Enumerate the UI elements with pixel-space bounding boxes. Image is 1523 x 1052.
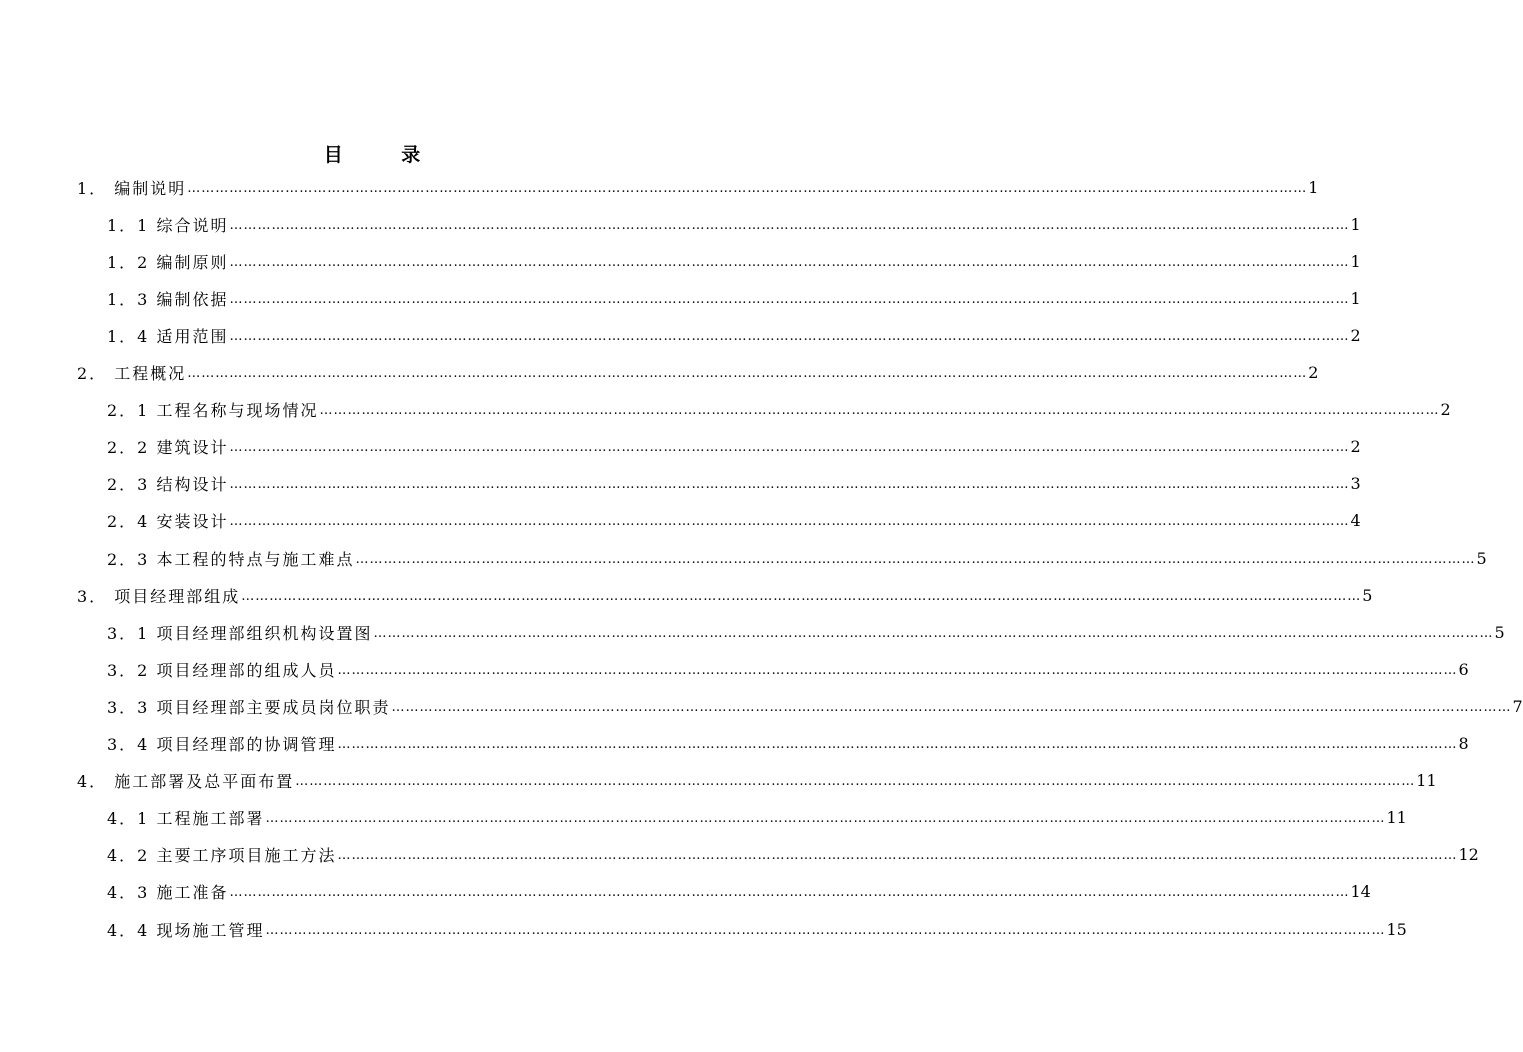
toc-entry-page: 12 <box>1458 845 1479 865</box>
toc-entry-label <box>77 584 240 607</box>
toc-entry-label <box>107 843 336 866</box>
toc-leader-dots: …………………………………………………………………………………………………………………………………………………………………………………………………………………… <box>373 625 1494 641</box>
toc-entry-text: 项目经理部的协调管理 <box>156 735 337 754</box>
toc-leader-dots: …………………………………………………………………………………………………………………………………………………………………………………………………………………… <box>229 885 1350 901</box>
toc-entry-text: 项目经理部的组成人员 <box>156 660 337 680</box>
toc-entry[interactable] <box>107 321 1361 349</box>
toc-entry-number: 1．3 <box>107 289 150 309</box>
toc-leader-dots: …………………………………………………………………………………………………………………………………………………………………………………………………………………… <box>241 588 1362 604</box>
toc-entry[interactable] <box>107 915 1407 943</box>
toc-entry[interactable] <box>107 544 1487 572</box>
toc-entry-number: 1．4 <box>107 326 150 346</box>
toc-entry-page: 11 <box>1416 771 1437 791</box>
toc-entry-text: 结构设计 <box>156 475 229 495</box>
toc-entry[interactable] <box>107 618 1505 646</box>
toc-entry[interactable] <box>107 655 1469 683</box>
toc-entry[interactable] <box>107 210 1361 238</box>
toc-entry-label <box>107 213 228 236</box>
toc-entry-text: 主要工序项目施工方法 <box>156 846 337 866</box>
toc-entry[interactable] <box>107 878 1371 906</box>
toc-entry-page: 2 <box>1350 325 1361 345</box>
toc-leader-dots: …………………………………………………………………………………………………………………………………………………………………………………………………………………… <box>229 477 1350 493</box>
toc-entry-label <box>107 324 228 347</box>
toc-entry-page: 5 <box>1476 548 1487 568</box>
toc-entry-label <box>77 361 186 384</box>
toc-entry[interactable] <box>107 692 1523 720</box>
toc-entry[interactable] <box>107 507 1361 535</box>
toc-entry-page: 5 <box>1362 585 1373 605</box>
toc-leader-dots: …………………………………………………………………………………………………………………………………………………………………………………………………………………… <box>337 662 1458 678</box>
toc-entry-page: 7 <box>1512 696 1523 716</box>
toc-entry-text: 适用范围 <box>156 326 229 346</box>
toc-leader-dots: …………………………………………………………………………………………………………………………………………………………………………………………………………………… <box>187 180 1308 196</box>
toc-entry[interactable] <box>107 284 1361 312</box>
toc-entry-number: 4． <box>77 772 108 792</box>
toc-entry[interactable] <box>77 581 1373 609</box>
toc-entry[interactable] <box>107 470 1361 498</box>
toc-leader-dots: …………………………………………………………………………………………………………………………………………………………………………………………………………………… <box>229 328 1350 344</box>
toc-entry-number: 1．2 <box>107 252 150 272</box>
toc-entry-page: 3 <box>1350 474 1361 494</box>
toc-entry[interactable] <box>107 396 1451 424</box>
toc-entry-page: 5 <box>1494 622 1505 642</box>
toc-entry-number: 3．2 <box>107 660 150 680</box>
toc-entry-label <box>77 769 294 792</box>
toc-entry[interactable] <box>77 173 1319 201</box>
toc-entry-number: 1． <box>77 178 108 198</box>
toc-entry-page: 1 <box>1308 177 1319 197</box>
toc-entry-text: 项目经理部主要成员岗位职责 <box>156 697 391 717</box>
toc-entry-text: 安装设计 <box>156 512 229 532</box>
toc-entry-text: 建筑设计 <box>156 438 229 458</box>
toc-entry-number: 3．1 <box>107 623 150 643</box>
toc-entry[interactable] <box>77 359 1319 387</box>
toc-entry-number: 4．1 <box>107 809 150 829</box>
toc-entry-label <box>107 472 228 495</box>
toc-entry-number: 4．3 <box>107 883 150 903</box>
toc-entry-label <box>107 250 228 273</box>
toc-entry-number: 2． <box>77 364 108 383</box>
toc-entry-number: 4．2 <box>107 846 150 866</box>
toc-entry-number: 3． <box>77 586 108 606</box>
toc-entry-number: 2．3 <box>107 475 150 495</box>
toc-entry-page: 2 <box>1308 363 1319 382</box>
toc-entry-text: 编制原则 <box>156 252 229 272</box>
toc-entry-page: 1 <box>1350 214 1361 234</box>
toc-entry-number: 2．1 <box>107 401 150 421</box>
toc-entry-label <box>107 695 390 718</box>
toc-entry-label <box>107 806 264 829</box>
toc-entry[interactable] <box>107 841 1479 869</box>
toc-entry-number: 2．4 <box>107 512 150 532</box>
toc-leader-dots: …………………………………………………………………………………………………………………………………………………………………………………………………………………… <box>229 254 1350 270</box>
toc-entry-label <box>107 435 228 458</box>
toc-entry-page: 2 <box>1440 400 1451 420</box>
toc-entry-page: 15 <box>1386 919 1407 939</box>
toc-entry-page: 1 <box>1350 288 1361 308</box>
toc-entry[interactable] <box>107 804 1407 832</box>
toc-entry-text: 项目经理部组成 <box>114 586 241 606</box>
toc-entry-number: 2．2 <box>107 438 150 458</box>
toc-leader-dots: …………………………………………………………………………………………………………………………………………………………………………………………………………………… <box>229 291 1350 307</box>
toc-entry-text: 本工程的特点与施工难点 <box>156 549 355 569</box>
toc-entry-label <box>107 398 318 421</box>
toc-title: 目 录 <box>323 144 447 166</box>
toc-entry-text: 编制说明 <box>114 178 187 198</box>
toc-entry-number: 3．4 <box>107 735 150 754</box>
toc-entry-number: 4．4 <box>107 920 150 940</box>
toc-entry-page: 6 <box>1458 659 1469 679</box>
toc-leader-dots: …………………………………………………………………………………………………………………………………………………………………………………………………………………… <box>229 514 1350 530</box>
toc-entry-text: 工程概况 <box>114 364 187 383</box>
toc-entry-text: 综合说明 <box>156 215 229 235</box>
toc-entry-page: 2 <box>1350 437 1361 457</box>
toc-entry-label <box>107 621 372 644</box>
toc-entry-page: 14 <box>1350 882 1371 902</box>
toc-leader-dots: …………………………………………………………………………………………………………………………………………………………………………………………………………………… <box>337 737 1458 752</box>
toc-leader-dots: …………………………………………………………………………………………………………………………………………………………………………………………………………………… <box>319 403 1440 419</box>
toc-entry-page: 11 <box>1386 808 1407 828</box>
toc-entry-text: 工程施工部署 <box>156 809 265 829</box>
toc-leader-dots: …………………………………………………………………………………………………………………………………………………………………………………………………………………… <box>295 774 1416 790</box>
toc-leader-dots: …………………………………………………………………………………………………………………………………………………………………………………………………………………… <box>265 922 1386 938</box>
toc-leader-dots: …………………………………………………………………………………………………………………………………………………………………………………………………………………… <box>229 217 1350 233</box>
toc-entry-text: 施工准备 <box>156 883 229 903</box>
toc-entry-text: 编制依据 <box>156 289 229 309</box>
toc-entry-number: 2．3 <box>107 549 150 569</box>
toc-entry-label <box>107 732 336 755</box>
toc-entry-label <box>107 509 228 532</box>
toc-entry-text: 现场施工管理 <box>156 920 265 940</box>
toc-entry-label <box>107 918 264 941</box>
toc-leader-dots: …………………………………………………………………………………………………………………………………………………………………………………………………………………… <box>229 440 1350 456</box>
toc-leader-dots: …………………………………………………………………………………………………………………………………………………………………………………………………………………… <box>391 699 1512 715</box>
toc-entry-page: 1 <box>1350 251 1361 271</box>
toc-entry[interactable] <box>107 247 1361 275</box>
toc-entry-number: 1．1 <box>107 215 150 235</box>
toc-entry-number: 3．3 <box>107 697 150 717</box>
toc-entry-page: 4 <box>1350 511 1361 531</box>
toc-leader-dots: …………………………………………………………………………………………………………………………………………………………………………………………………………………… <box>187 366 1308 381</box>
toc-leader-dots: …………………………………………………………………………………………………………………………………………………………………………………………………………………… <box>337 848 1458 864</box>
toc-entry-text: 施工部署及总平面布置 <box>114 772 295 792</box>
toc-entry-label <box>107 658 336 681</box>
toc-entry-label <box>107 547 354 570</box>
toc-entry-text: 项目经理部组织机构设置图 <box>156 623 373 643</box>
toc-entry-label <box>77 176 186 199</box>
toc-leader-dots: …………………………………………………………………………………………………………………………………………………………………………………………………………………… <box>355 551 1476 567</box>
toc-leader-dots: …………………………………………………………………………………………………………………………………………………………………………………………………………………… <box>265 811 1386 827</box>
toc-entry[interactable] <box>107 730 1469 758</box>
toc-entry-text: 工程名称与现场情况 <box>156 401 319 421</box>
toc-entry[interactable] <box>77 767 1437 795</box>
toc-entry[interactable] <box>107 433 1361 461</box>
toc-entry-page: 8 <box>1458 734 1469 753</box>
toc-entry-label <box>107 287 228 310</box>
toc-entry-label <box>107 880 228 903</box>
